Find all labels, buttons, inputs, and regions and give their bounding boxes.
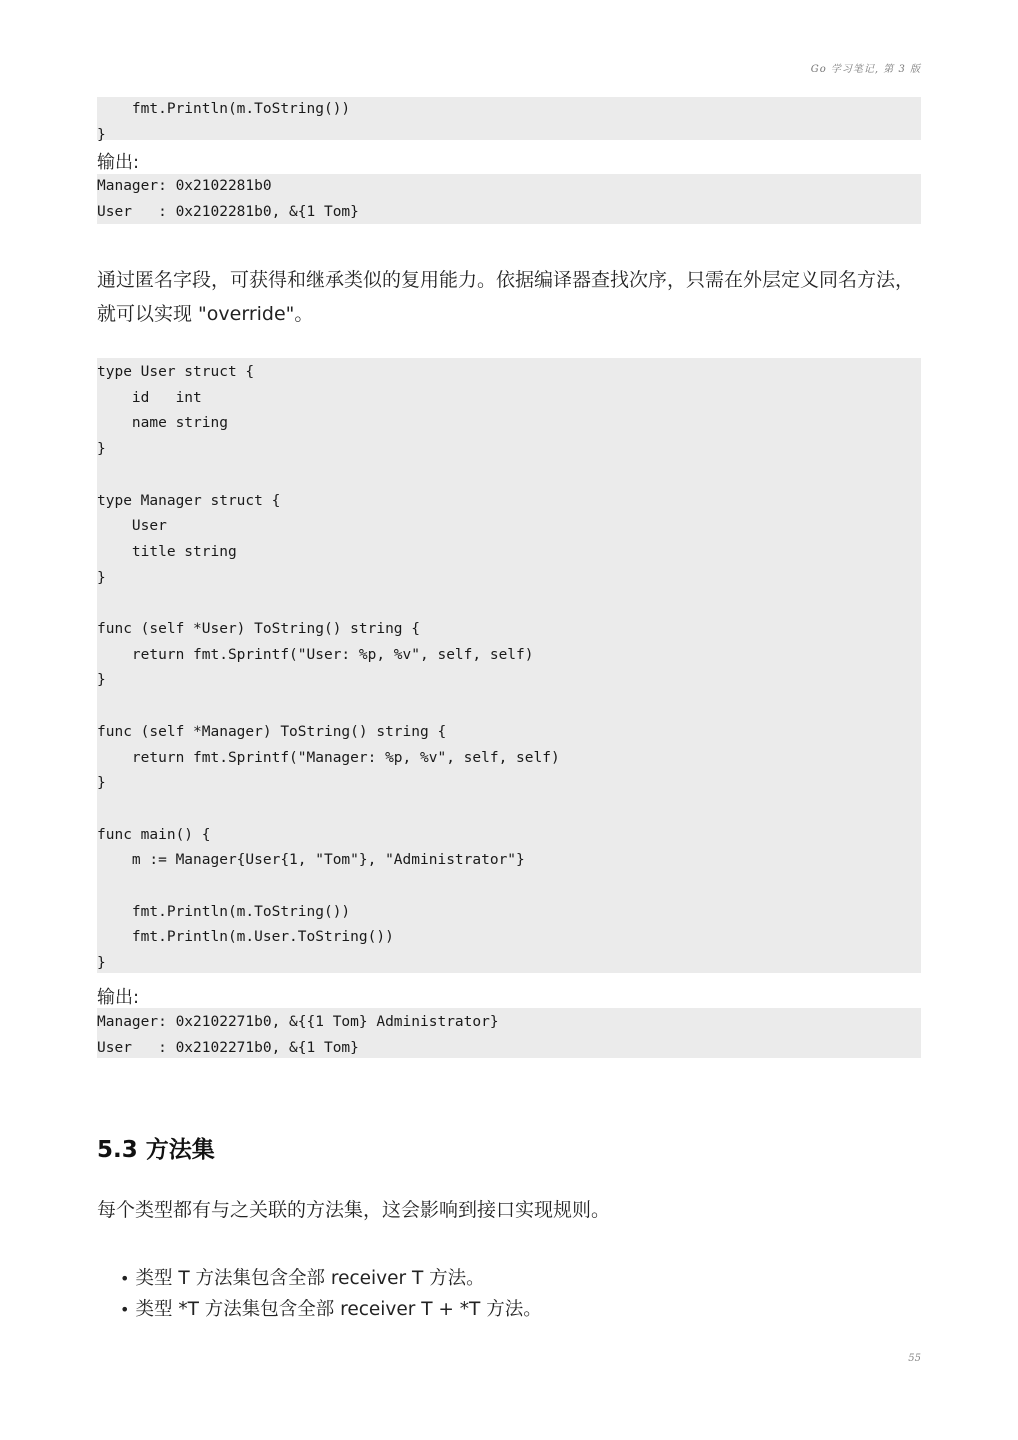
page-number: 55 <box>908 1353 921 1364</box>
paragraph-method-sets: 每个类型都有与之关联的方法集，这会影响到接口实现规则。 <box>97 1199 611 1221</box>
bullet-list <box>120 1263 542 1325</box>
code-block-continuation: fmt.Println(m.ToString()) } <box>97 97 921 140</box>
output-block: Manager: 0x2102271b0, &{{1 Tom} Administrator} User : 0x2102271b0, &{1 Tom} <box>97 1008 921 1058</box>
output-label: 输出: <box>97 152 140 173</box>
output-block: Manager: 0x2102281b0 User : 0x2102281b0, &{1 Tom} <box>97 174 921 224</box>
paragraph-override: 通过匿名字段，可获得和继承类似的复用能力。依据编译器查找次序，只需在外层定义同名方法，就可以实现 "override"。 <box>97 269 915 325</box>
running-header: Go 学习笔记, 第 3 版 <box>810 64 921 75</box>
code-block-override-example: type User struct { id int name string } type Manager struct { User title string } func (self *User) ToString() string { return fmt.Sprintf("User: %p, %v", self, self) } func (self *Manager) ToString() string { return fmt.Sprintf("Manager: %p, %v", self, self) } func main() { m := Manager{User{1, "Tom"}, "Administrator"} fmt.Println(m.ToString()) fmt.Println(m.User.ToString()) } <box>97 358 921 973</box>
section-heading: 5.3 方法集 <box>97 1137 215 1163</box>
list-item: • 类型 T 方法集包含全部 receiver T 方法。 <box>120 1263 542 1294</box>
list-item: • 类型 *T 方法集包含全部 receiver T + *T 方法。 <box>120 1294 542 1325</box>
output-label: 输出: <box>97 987 140 1008</box>
